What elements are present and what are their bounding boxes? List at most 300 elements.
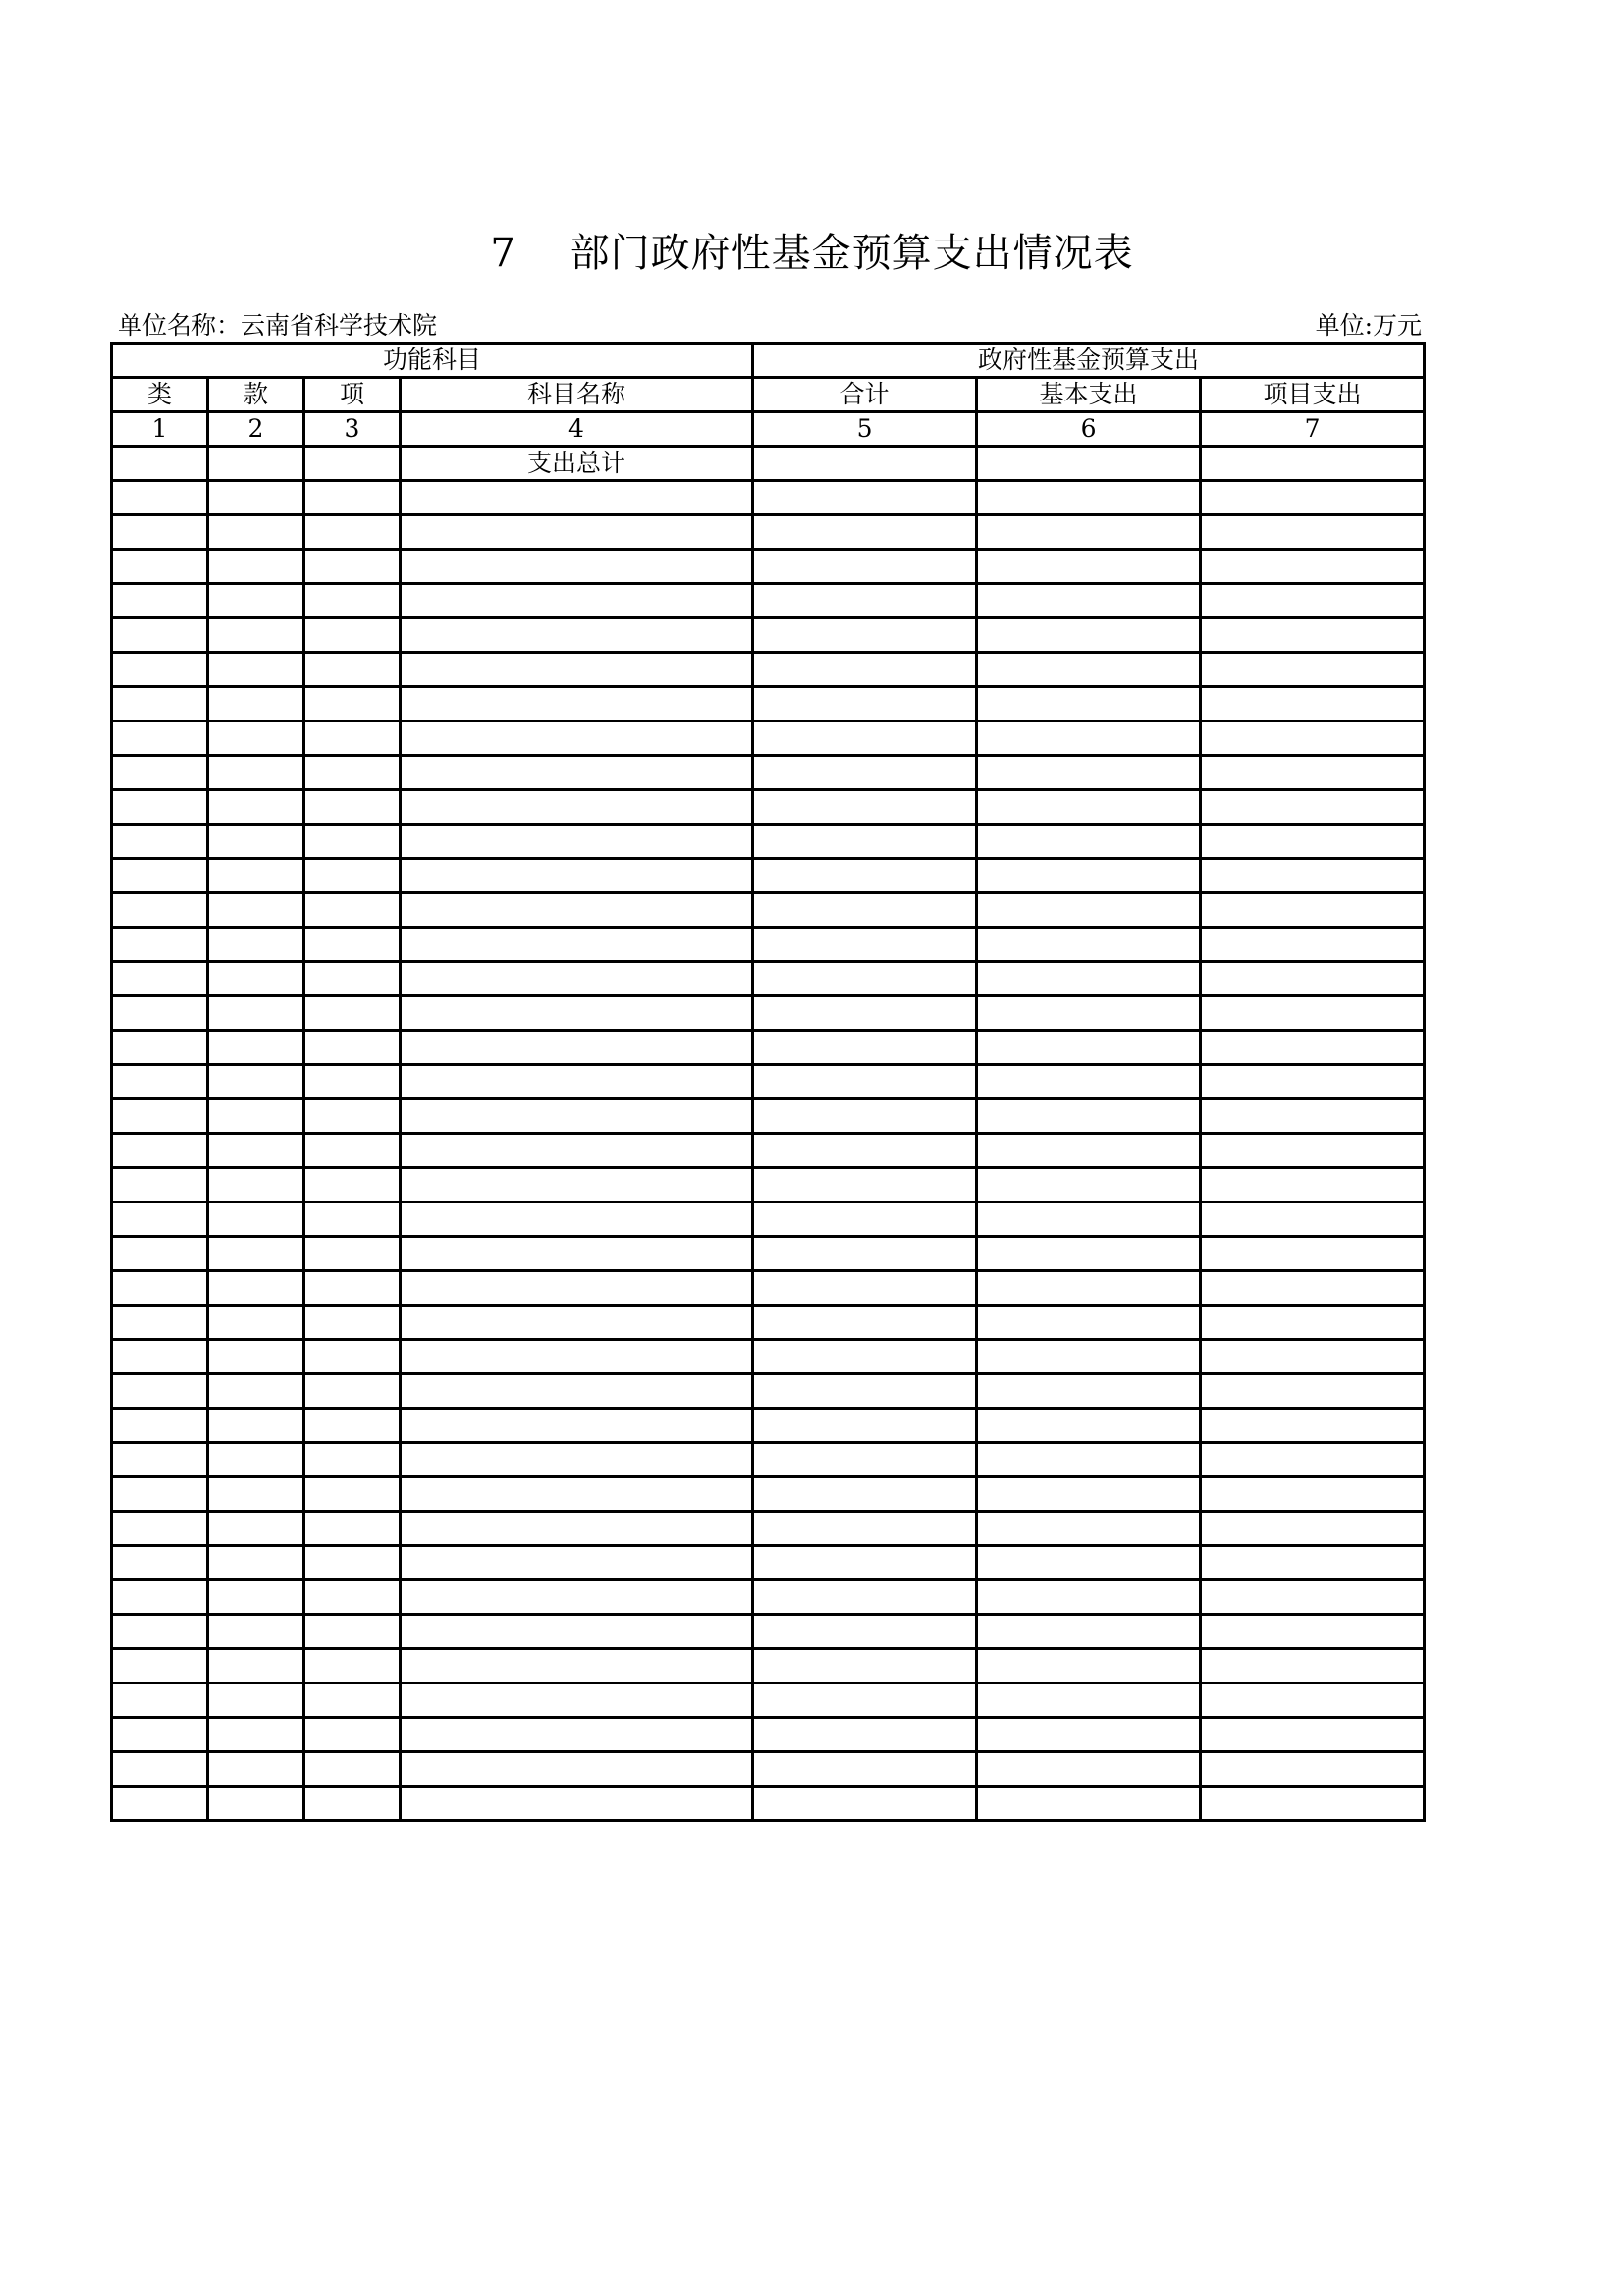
- table-row: [112, 481, 1425, 515]
- table-cell: [208, 584, 304, 618]
- table-cell: [977, 447, 1201, 481]
- table-cell: [112, 1752, 208, 1787]
- table-cell: [753, 1649, 977, 1683]
- table-cell: [112, 859, 208, 893]
- table-cell: [208, 1477, 304, 1512]
- table-row: [112, 928, 1425, 962]
- table-cell: [304, 756, 401, 790]
- table-cell: [304, 1099, 401, 1134]
- table-cell: [208, 928, 304, 962]
- table-cell: [753, 584, 977, 618]
- table-cell: [304, 550, 401, 584]
- table-cell: [753, 1546, 977, 1580]
- table-cell: [112, 515, 208, 550]
- table-cell: [977, 584, 1201, 618]
- table-cell: [208, 790, 304, 825]
- col-header-basic-expenditure: 基本支出: [977, 378, 1201, 412]
- table-row: [112, 996, 1425, 1031]
- table-cell: [753, 756, 977, 790]
- table-cell: [977, 756, 1201, 790]
- table-cell: [112, 1099, 208, 1134]
- table-cell: [977, 1031, 1201, 1065]
- table-cell: [304, 1409, 401, 1443]
- table-cell: [977, 550, 1201, 584]
- table-cell: [753, 859, 977, 893]
- table-cell: [1201, 1134, 1425, 1168]
- table-cell: [753, 653, 977, 687]
- table-cell: [1201, 1718, 1425, 1752]
- col-number: 6: [977, 412, 1201, 447]
- table-row: [112, 1134, 1425, 1168]
- table-cell: [1201, 1374, 1425, 1409]
- table-cell: [753, 1237, 977, 1271]
- table-cell: [112, 928, 208, 962]
- table-cell: [1201, 825, 1425, 859]
- table-cell: [977, 1202, 1201, 1237]
- table-cell: [977, 859, 1201, 893]
- table-cell: [977, 1615, 1201, 1649]
- table-cell: [1201, 653, 1425, 687]
- table-row: [112, 1443, 1425, 1477]
- total-row-label: 支出总计: [401, 447, 753, 481]
- table-row: [112, 1512, 1425, 1546]
- table-cell: [1201, 996, 1425, 1031]
- table-cell: [112, 687, 208, 721]
- table-cell: [208, 550, 304, 584]
- table-row: [112, 1374, 1425, 1409]
- header-number-row: [112, 412, 1425, 447]
- table-cell: [977, 618, 1201, 653]
- table-row: [112, 1580, 1425, 1615]
- table-cell: [208, 1683, 304, 1718]
- col-number: 2: [208, 412, 304, 447]
- col-header-class: 类: [112, 378, 208, 412]
- table-row: [112, 550, 1425, 584]
- table-cell: [753, 1409, 977, 1443]
- table-cell: [112, 550, 208, 584]
- table-cell: [208, 481, 304, 515]
- table-cell: [112, 1374, 208, 1409]
- table-cell: [401, 618, 753, 653]
- table-cell: [977, 996, 1201, 1031]
- table-cell: [208, 1099, 304, 1134]
- table-cell: [977, 1649, 1201, 1683]
- table-cell: [1201, 447, 1425, 481]
- table-cell: [1201, 550, 1425, 584]
- table-cell: [401, 1787, 753, 1821]
- table-cell: [304, 1512, 401, 1546]
- table-cell: [977, 1374, 1201, 1409]
- table-cell: [208, 859, 304, 893]
- table-cell: [304, 515, 401, 550]
- table-row: [112, 1752, 1425, 1787]
- table-cell: [753, 1168, 977, 1202]
- table-cell: [208, 1409, 304, 1443]
- table-cell: [401, 1409, 753, 1443]
- table-cell: [753, 893, 977, 928]
- table-cell: [208, 1615, 304, 1649]
- table-cell: [208, 756, 304, 790]
- table-row: [112, 859, 1425, 893]
- table-cell: [304, 618, 401, 653]
- table-cell: [112, 1787, 208, 1821]
- col-header-subject-name: 科目名称: [401, 378, 753, 412]
- table-cell: [1201, 1271, 1425, 1306]
- table-cell: [304, 721, 401, 756]
- table-cell: [1201, 1580, 1425, 1615]
- table-cell: [208, 825, 304, 859]
- table-cell: [304, 962, 401, 996]
- table-cell: [1201, 1752, 1425, 1787]
- table-cell: [208, 1443, 304, 1477]
- table-cell: [401, 515, 753, 550]
- table-cell: [401, 721, 753, 756]
- table-cell: [304, 1271, 401, 1306]
- table-cell: [1201, 1409, 1425, 1443]
- table-cell: [1201, 893, 1425, 928]
- table-cell: [112, 1134, 208, 1168]
- table-cell: [208, 1649, 304, 1683]
- table-cell: [304, 1787, 401, 1821]
- table-cell: [977, 1168, 1201, 1202]
- table-cell: [304, 928, 401, 962]
- table-cell: [401, 1649, 753, 1683]
- table-cell: [208, 687, 304, 721]
- table-cell: [208, 893, 304, 928]
- table-cell: [401, 962, 753, 996]
- table-cell: [1201, 756, 1425, 790]
- table-cell: [753, 447, 977, 481]
- table-cell: [1201, 1099, 1425, 1134]
- table-cell: [304, 447, 401, 481]
- functional-subject-header: 功能科目: [112, 344, 753, 378]
- table-row: [112, 618, 1425, 653]
- col-number: 5: [753, 412, 977, 447]
- table-cell: [753, 1683, 977, 1718]
- table-cell: [304, 1065, 401, 1099]
- table-cell: [112, 1271, 208, 1306]
- table-row: [112, 1306, 1425, 1340]
- table-cell: [977, 1477, 1201, 1512]
- table-cell: [208, 1580, 304, 1615]
- table-cell: [112, 1580, 208, 1615]
- table-cell: [112, 1237, 208, 1271]
- col-number: 4: [401, 412, 753, 447]
- table-cell: [208, 996, 304, 1031]
- table-row: [112, 1340, 1425, 1374]
- table-cell: [753, 515, 977, 550]
- table-cell: [112, 790, 208, 825]
- budget-table: [110, 342, 1426, 1822]
- table-cell: [1201, 721, 1425, 756]
- table-cell: [304, 893, 401, 928]
- table-cell: [112, 893, 208, 928]
- table-cell: [977, 1237, 1201, 1271]
- table-cell: [401, 653, 753, 687]
- table-cell: [1201, 1787, 1425, 1821]
- table-cell: [401, 859, 753, 893]
- table-cell: [1201, 1615, 1425, 1649]
- table-cell: [1201, 1340, 1425, 1374]
- table-cell: [112, 481, 208, 515]
- table-cell: [112, 618, 208, 653]
- table-cell: [753, 928, 977, 962]
- table-cell: [753, 1031, 977, 1065]
- table-cell: [401, 825, 753, 859]
- table-row: [112, 721, 1425, 756]
- table-cell: [401, 1065, 753, 1099]
- table-cell: [208, 1340, 304, 1374]
- col-header-project-expenditure: 项目支出: [1201, 378, 1425, 412]
- table-cell: [401, 996, 753, 1031]
- table-cell: [1201, 962, 1425, 996]
- table-cell: [112, 1340, 208, 1374]
- table-cell: [1201, 1683, 1425, 1718]
- table-cell: [977, 1580, 1201, 1615]
- table-cell: [208, 1271, 304, 1306]
- table-row: [112, 653, 1425, 687]
- table-cell: [977, 1134, 1201, 1168]
- table-cell: [1201, 1031, 1425, 1065]
- table-cell: [208, 721, 304, 756]
- table-cell: [304, 1031, 401, 1065]
- table-cell: [401, 584, 753, 618]
- table-row: [112, 893, 1425, 928]
- table-cell: [753, 687, 977, 721]
- table-row: [112, 1099, 1425, 1134]
- table-cell: [977, 1409, 1201, 1443]
- table-cell: [112, 1649, 208, 1683]
- table-row: [112, 1683, 1425, 1718]
- table-cell: [112, 1477, 208, 1512]
- table-cell: [401, 1443, 753, 1477]
- table-row: [112, 1546, 1425, 1580]
- table-cell: [977, 687, 1201, 721]
- table-cell: [304, 687, 401, 721]
- table-cell: [753, 825, 977, 859]
- table-cell: [753, 1306, 977, 1340]
- table-row: [112, 962, 1425, 996]
- table-cell: [753, 1271, 977, 1306]
- table-row: [112, 1237, 1425, 1271]
- table-cell: [753, 481, 977, 515]
- col-number: 3: [304, 412, 401, 447]
- table-cell: [753, 1752, 977, 1787]
- table-cell: [112, 996, 208, 1031]
- table-cell: [401, 1546, 753, 1580]
- table-cell: [304, 481, 401, 515]
- table-cell: [304, 996, 401, 1031]
- table-cell: [401, 687, 753, 721]
- table-cell: [304, 1202, 401, 1237]
- table-cell: [208, 515, 304, 550]
- table-cell: [401, 1340, 753, 1374]
- table-cell: [1201, 515, 1425, 550]
- table-cell: [977, 1512, 1201, 1546]
- table-cell: [304, 1683, 401, 1718]
- table-cell: [304, 1168, 401, 1202]
- table-row: [112, 1409, 1425, 1443]
- table-cell: [753, 1787, 977, 1821]
- table-cell: [1201, 618, 1425, 653]
- table-cell: [208, 962, 304, 996]
- table-cell: [1201, 859, 1425, 893]
- table-row: [112, 584, 1425, 618]
- table-cell: [401, 1615, 753, 1649]
- table-cell: [977, 1065, 1201, 1099]
- table-cell: [304, 1374, 401, 1409]
- table-cell: [304, 1615, 401, 1649]
- table-cell: [401, 1134, 753, 1168]
- table-cell: [208, 1237, 304, 1271]
- table-cell: [112, 1443, 208, 1477]
- table-cell: [977, 1340, 1201, 1374]
- table-cell: [753, 721, 977, 756]
- table-cell: [977, 928, 1201, 962]
- table-cell: [753, 1718, 977, 1752]
- table-cell: [1201, 1443, 1425, 1477]
- fund-expenditure-header: 政府性基金预算支出: [753, 344, 1425, 378]
- table-cell: [304, 1546, 401, 1580]
- table-cell: [401, 1168, 753, 1202]
- table-cell: [401, 1683, 753, 1718]
- table-cell: [753, 550, 977, 584]
- header-group-row: [112, 344, 1425, 378]
- table-cell: [753, 1477, 977, 1512]
- table-row: [112, 1271, 1425, 1306]
- table-cell: [1201, 584, 1425, 618]
- table-cell: [401, 1202, 753, 1237]
- table-cell: [753, 996, 977, 1031]
- table-cell: [401, 1718, 753, 1752]
- table-cell: [753, 1512, 977, 1546]
- table-row: [112, 756, 1425, 790]
- table-cell: [753, 1065, 977, 1099]
- table-cell: [1201, 1306, 1425, 1340]
- table-cell: [1201, 1649, 1425, 1683]
- table-cell: [977, 1683, 1201, 1718]
- table-cell: [208, 1787, 304, 1821]
- table-cell: [401, 1099, 753, 1134]
- table-cell: [977, 1718, 1201, 1752]
- table-cell: [112, 756, 208, 790]
- table-cell: [112, 1031, 208, 1065]
- table-cell: [753, 1202, 977, 1237]
- table-cell: [208, 1031, 304, 1065]
- table-cell: [753, 618, 977, 653]
- table-row: [112, 1477, 1425, 1512]
- table-cell: [977, 721, 1201, 756]
- table-cell: [112, 1683, 208, 1718]
- table-cell: [112, 825, 208, 859]
- table-cell: [112, 962, 208, 996]
- table-row: [112, 1649, 1425, 1683]
- table-cell: [753, 962, 977, 996]
- table-cell: [977, 1546, 1201, 1580]
- table-cell: [112, 1615, 208, 1649]
- table-row: [112, 1202, 1425, 1237]
- table-cell: [112, 1306, 208, 1340]
- table-cell: [304, 1340, 401, 1374]
- table-cell: [753, 1134, 977, 1168]
- table-cell: [112, 1409, 208, 1443]
- table-cell: [401, 1580, 753, 1615]
- table-cell: [401, 1512, 753, 1546]
- table-cell: [1201, 1065, 1425, 1099]
- table-row: [112, 1168, 1425, 1202]
- table-row: [112, 1065, 1425, 1099]
- table-cell: [304, 859, 401, 893]
- table-cell: [977, 653, 1201, 687]
- table-cell: [1201, 1546, 1425, 1580]
- table-cell: [304, 1752, 401, 1787]
- table-cell: [208, 1546, 304, 1580]
- col-number: 7: [1201, 412, 1425, 447]
- table-cell: [208, 1202, 304, 1237]
- table-cell: [977, 962, 1201, 996]
- table-row: [112, 825, 1425, 859]
- table-row: [112, 1718, 1425, 1752]
- table-cell: [401, 1752, 753, 1787]
- table-cell: [1201, 1202, 1425, 1237]
- table-cell: [304, 825, 401, 859]
- table-cell: [977, 1752, 1201, 1787]
- table-cell: [208, 1168, 304, 1202]
- table-cell: [401, 550, 753, 584]
- table-cell: [401, 1306, 753, 1340]
- table-cell: [977, 1443, 1201, 1477]
- table-row: [112, 687, 1425, 721]
- table-row: [112, 1031, 1425, 1065]
- table-cell: [304, 790, 401, 825]
- table-cell: [401, 1237, 753, 1271]
- table-cell: [753, 1580, 977, 1615]
- table-cell: [977, 1099, 1201, 1134]
- table-cell: [112, 1546, 208, 1580]
- table-cell: [401, 481, 753, 515]
- table-cell: [304, 1306, 401, 1340]
- page-title: 7 部门政府性基金预算支出情况表: [490, 231, 1134, 276]
- table-cell: [304, 584, 401, 618]
- table-cell: [753, 1615, 977, 1649]
- table-cell: [753, 790, 977, 825]
- table-cell: [304, 1649, 401, 1683]
- total-row: [112, 447, 1425, 481]
- table-cell: [112, 1168, 208, 1202]
- table-cell: [1201, 1477, 1425, 1512]
- table-cell: [977, 515, 1201, 550]
- currency-unit-label: 单位:万元: [1315, 311, 1422, 340]
- table-cell: [208, 653, 304, 687]
- table-cell: [977, 893, 1201, 928]
- table-cell: [304, 1134, 401, 1168]
- table-row: [112, 790, 1425, 825]
- table-cell: [977, 1306, 1201, 1340]
- table-cell: [208, 447, 304, 481]
- table-cell: [304, 653, 401, 687]
- table-cell: [112, 1512, 208, 1546]
- table-cell: [401, 928, 753, 962]
- table-cell: [1201, 687, 1425, 721]
- table-cell: [1201, 790, 1425, 825]
- table-cell: [208, 618, 304, 653]
- table-cell: [1201, 481, 1425, 515]
- col-header-item: 项: [304, 378, 401, 412]
- table-cell: [401, 893, 753, 928]
- header-column-row: [112, 378, 1425, 412]
- table-cell: [401, 1374, 753, 1409]
- table-cell: [401, 1031, 753, 1065]
